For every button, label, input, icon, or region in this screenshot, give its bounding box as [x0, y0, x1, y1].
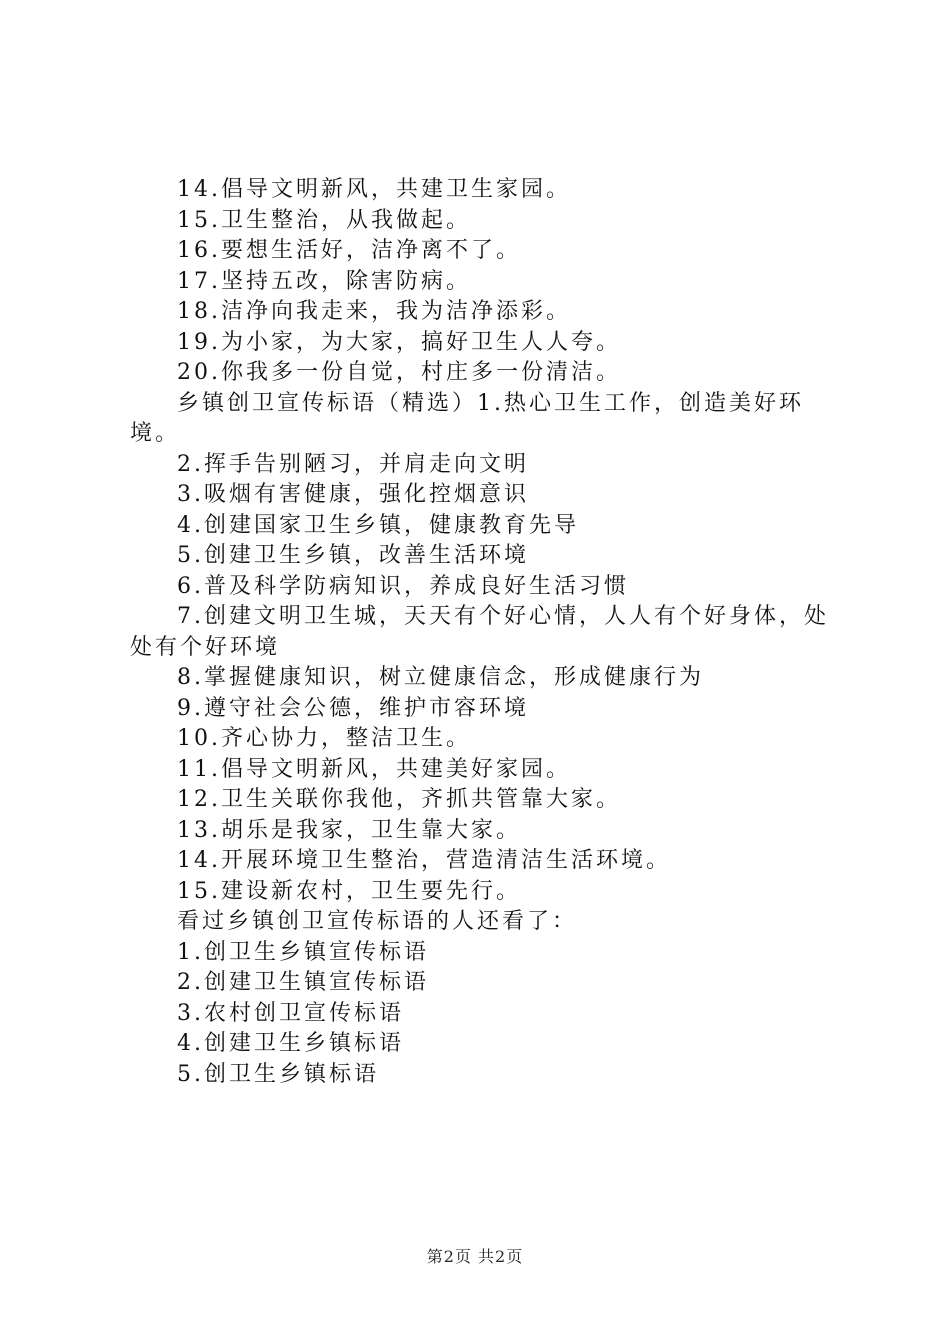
related-link[interactable]: 3.农村创卫宣传标语	[177, 1000, 404, 1026]
slogan-line: 10.齐心协力，整洁卫生。	[177, 726, 471, 751]
slogan-line-wrapped: 7.创建文明卫生城，天天有个好心情，人人有个好身体，处处有个好环境	[130, 604, 829, 660]
slogan-line: 4.创建国家卫生乡镇，健康教育先导	[177, 512, 579, 538]
slogan-line: 13.胡乐是我家，卫生靠大家。	[177, 817, 521, 843]
related-link[interactable]: 2.创建卫生镇宣传标语	[177, 970, 429, 995]
document-body	[130, 175, 830, 1090]
slogan-line: 5.创建卫生乡镇，改善生活环境	[177, 543, 529, 568]
slogan-line: 9.遵守社会公德，维护市容环境	[177, 695, 529, 721]
slogan-line: 12.卫生关联你我他，齐抓共管靠大家。	[177, 787, 621, 812]
slogan-line: 16.要想生活好，洁净离不了。	[177, 238, 521, 263]
slogan-line: 15.卫生整治，从我做起。	[177, 207, 471, 233]
slogan-line: 11.倡导文明新风，共建美好家园。	[177, 756, 571, 782]
slogan-line: 18.洁净向我走来，我为洁净添彩。	[177, 299, 571, 324]
slogan-line: 2.挥手告别陋习，并肩走向文明	[177, 451, 529, 477]
slogan-line: 6.普及科学防病知识，养成良好生活习惯	[177, 573, 629, 599]
slogan-line: 20.你我多一份自觉，村庄多一份清洁。	[177, 360, 621, 385]
related-link[interactable]: 5.创卫生乡镇标语	[177, 1061, 379, 1087]
slogan-line: 17.坚持五改，除害防病。	[177, 268, 471, 294]
slogan-line: 8.掌握健康知识，树立健康信念，形成健康行为	[177, 665, 704, 690]
section-heading: 乡镇创卫宣传标语（精选）1.热心卫生工作，创造美好环境。	[130, 390, 804, 446]
slogan-line: 14.开展环境卫生整治，营造清洁生活环境。	[177, 848, 671, 873]
slogan-line: 19.为小家，为大家，搞好卫生人人夸。	[177, 329, 621, 355]
page-number-footer: 第2页 共2页	[426, 1247, 524, 1266]
slogan-line: 15.建设新农村，卫生要先行。	[177, 878, 521, 904]
related-heading: 看过乡镇创卫宣传标语的人还看了：	[177, 909, 578, 934]
slogan-line: 3.吸烟有害健康，强化控烟意识	[177, 482, 529, 507]
related-link[interactable]: 4.创建卫生乡镇标语	[177, 1031, 404, 1056]
slogan-line: 14.倡导文明新风，共建卫生家园。	[177, 177, 571, 202]
related-link[interactable]: 1.创卫生乡镇宣传标语	[177, 939, 429, 965]
